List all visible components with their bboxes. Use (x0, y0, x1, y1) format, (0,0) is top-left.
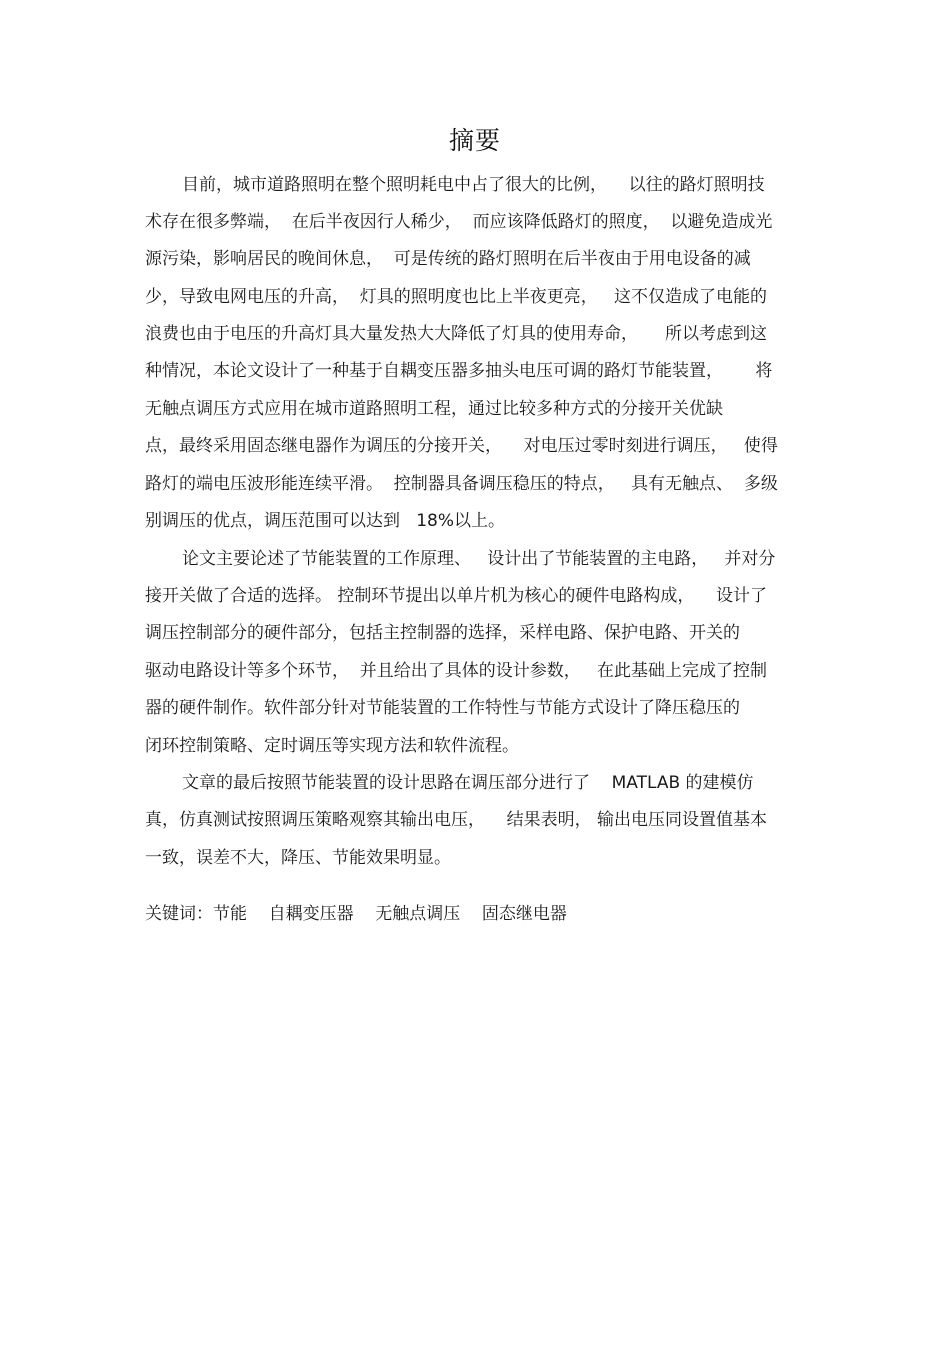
paragraph-1-line-1: 目前，城市道路照明在整个照明耗电中占了很大的比例， 以往的路灯照明技 (182, 175, 765, 195)
paragraph-3-line-3: 一致，误差不大，降压、节能效果明显。 (145, 848, 451, 868)
paragraph-1-line-6: 种情况，本论文设计了一种基于自耦变压器多抽头电压可调的路灯节能装置， 将 (145, 361, 773, 381)
paragraph-1-line-2: 术存在很多弊端， 在后半夜因行人稀少， 而应该降低路灯的照度， 以避免造成光 (145, 212, 773, 232)
paragraph-2-line-6: 闭环控制策略、定时调压等实现方法和软件流程。 (145, 736, 519, 756)
keywords-line: 关键词：节能 自耦变压器 无触点调压 固态继电器 (145, 904, 567, 924)
paragraph-1-line-9: 路灯的端电压波形能连续平滑。 控制器具备调压稳压的特点， 具有无触点、 多级 (145, 474, 778, 494)
paragraph-3-line-2: 真，仿真测试按照调压策略观察其输出电压， 结果表明， 输出电压同设置值基本 (145, 810, 768, 830)
paragraph-1-line-10: 别调压的优点，调压范围可以达到 18%以上。 (145, 511, 505, 531)
paragraph-1-line-7: 无触点调压方式应用在城市道路照明工程，通过比较多种方式的分接开关优缺 (145, 399, 723, 419)
paragraph-1-line-4: 少，导致电网电压的升高， 灯具的照明度也比上半夜更亮， 这不仅造成了电能的 (145, 287, 768, 307)
paragraph-2-line-1: 论文主要论述了节能装置的工作原理、 设计出了节能装置的主电路， 并对分 (182, 549, 776, 569)
paragraph-2-line-3: 调压控制部分的硬件部分，包括主控制器的选择，采样电路、保护电路、开关的 (145, 623, 740, 643)
paragraph-3-line-1: 文章的最后按照节能装置的设计思路在调压部分进行了 MATLAB 的建模仿 (182, 773, 754, 793)
page-title: 摘要 (448, 126, 501, 155)
paragraph-2-line-5: 器的硬件制作。软件部分针对节能装置的工作特性与节能方式设计了降压稳压的 (145, 698, 740, 718)
paragraph-1-line-5: 浪费也由于电压的升高灯具大量发热大大降低了灯具的使用寿命， 所以考虑到这 (145, 324, 768, 344)
paragraph-2-line-2: 接开关做了合适的选择。 控制环节提出以单片机为核心的硬件电路构成， 设计了 (145, 586, 768, 606)
paragraph-1-line-8: 点，最终采用固态继电器作为调压的分接开关， 对电压过零时刻进行调压， 使得 (145, 436, 778, 456)
paragraph-2-line-4: 驱动电路设计等多个环节， 并且给出了具体的设计参数， 在此基础上完成了控制 (145, 661, 768, 681)
paragraph-1-line-3: 源污染，影响居民的晚间休息， 可是传统的路灯照明在后半夜由于用电设备的减 (145, 249, 751, 269)
